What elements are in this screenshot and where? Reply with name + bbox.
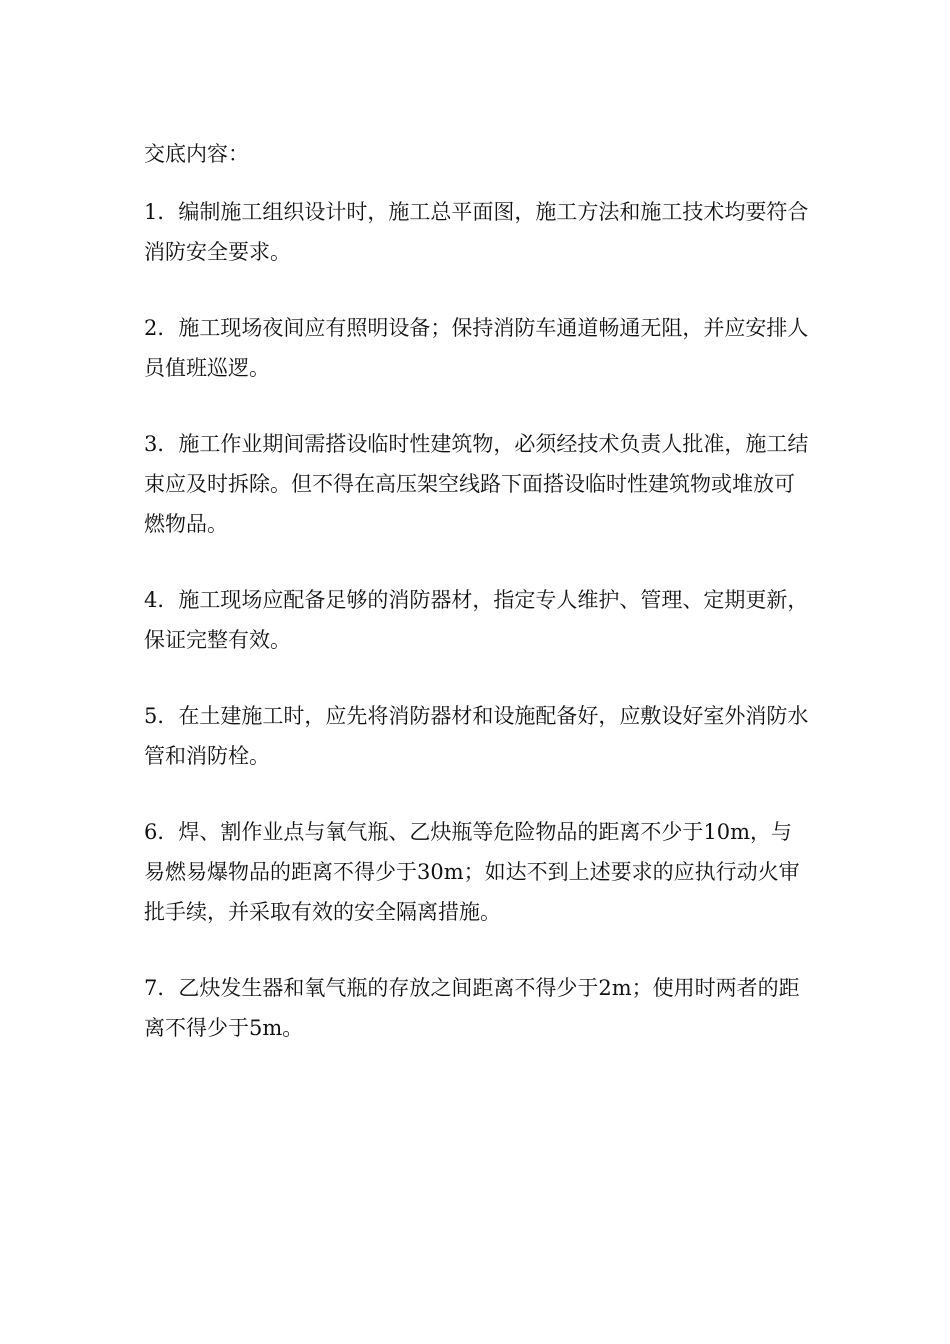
- section-heading: 交底内容：: [144, 142, 249, 166]
- list-item: 1．编制施工组织设计时，施工总平面图，施工方法和施工技术均要符合消防安全要求。: [144, 200, 809, 264]
- list-item: 7．乙炔发生器和氧气瓶的存放之间距离不得少于2m；使用时两者的距离不得少于5m。: [144, 976, 800, 1040]
- document-body: [144, 134, 812, 1048]
- list-item: 2．施工现场夜间应有照明设备；保持消防车通道畅通无阻，并应安排人员值班巡逻。: [144, 316, 809, 380]
- list-item: 4．施工现场应配备足够的消防器材，指定专人维护、管理、定期更新，保证完整有效。: [144, 588, 809, 652]
- list-item: 3．施工作业期间需搭设临时性建筑物，必须经技术负责人批准，施工结束应及时拆除。但不得在高压架空线路下面搭设临时性建筑物或堆放可燃物品。: [144, 432, 809, 536]
- list-item: 5．在土建施工时，应先将消防器材和设施配备好，应敷设好室外消防水管和消防栓。: [144, 704, 809, 768]
- list-item: 6．焊、割作业点与氧气瓶、乙炔瓶等危险物品的距离不少于10m，与易燃易爆物品的距离不得少于30m；如达不到上述要求的应执行动火审批手续，并采取有效的安全隔离措施。: [144, 820, 800, 924]
